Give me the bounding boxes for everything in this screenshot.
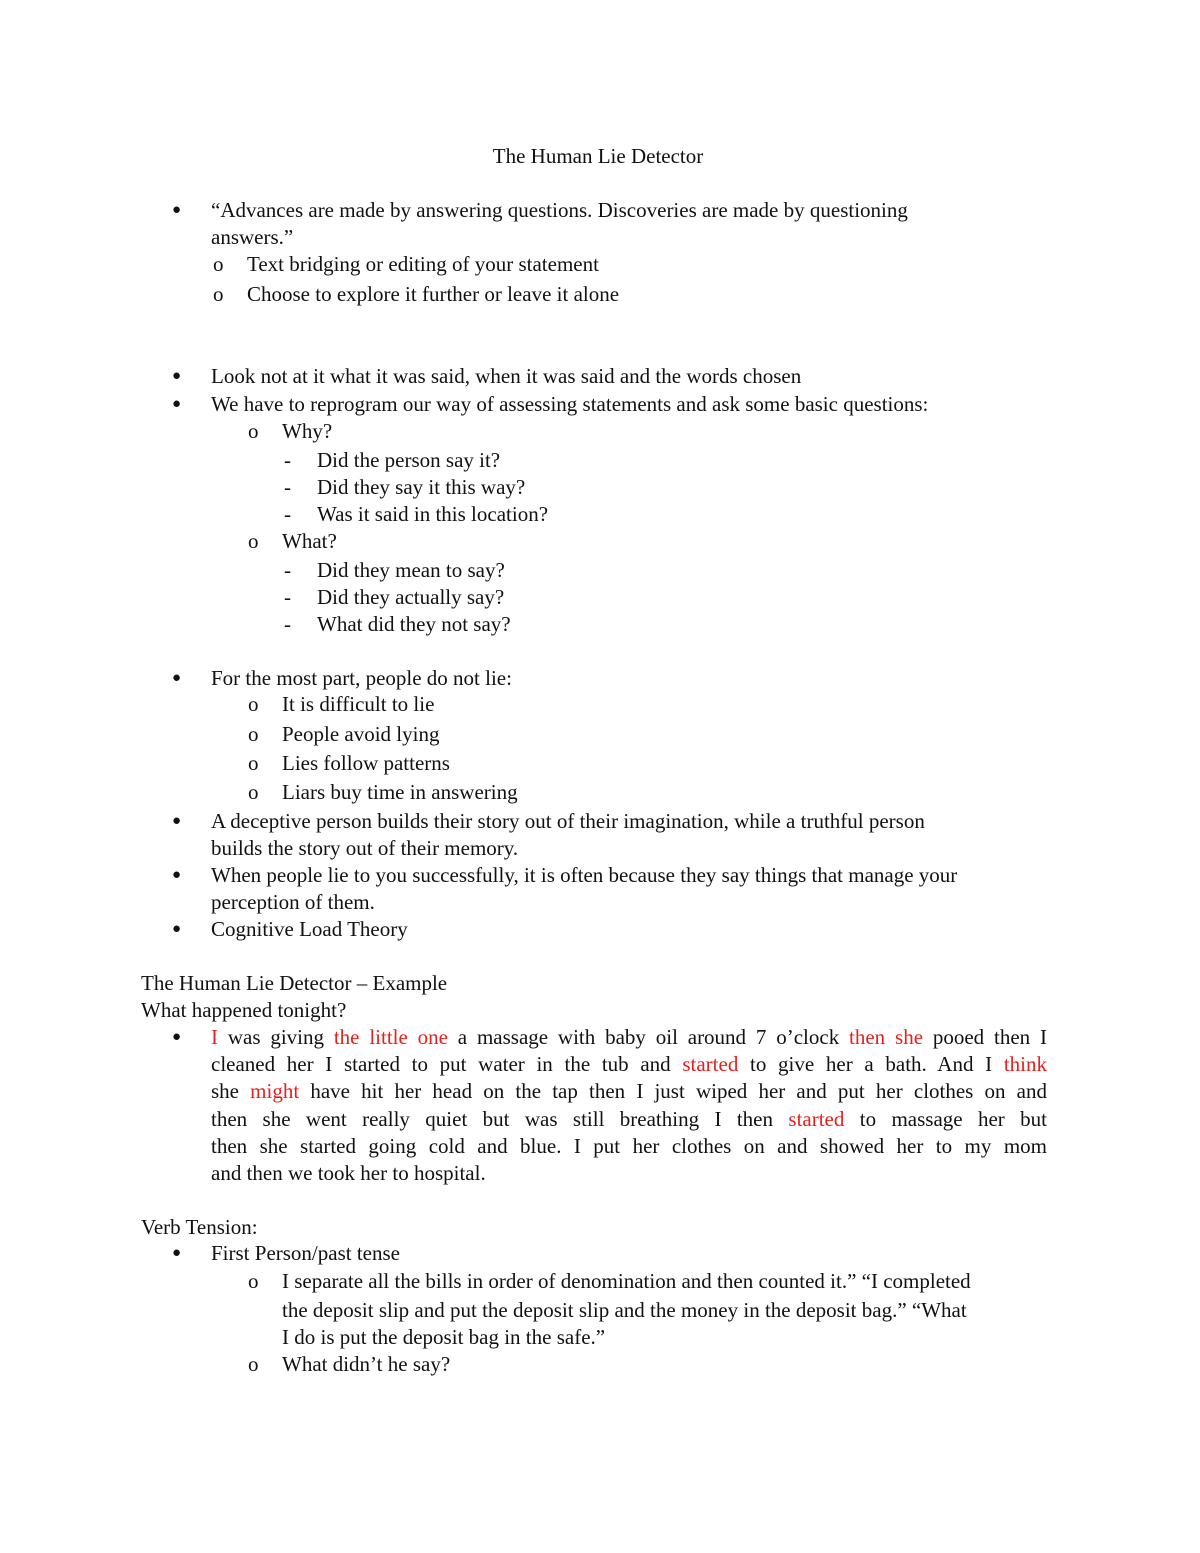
sub-item-text-bridging: Text bridging or editing of your statement [247,252,599,276]
page-title: The Human Lie Detector [492,144,704,168]
example-question: What happened tonight? [141,998,347,1022]
dash-marker: - [284,502,291,526]
highlighted-word: might [250,1079,300,1103]
why-sub-item: Did they say it this way? [317,475,526,499]
bullet-marker: ● [172,867,182,883]
statement-line: then she started going cold and blue. I put her clothes on and showed her to my mom [211,1134,1047,1158]
cognitive-load-item: Cognitive Load Theory [211,917,408,941]
example-heading: The Human Lie Detector – Example [141,971,448,995]
what-sub-item: What did they not say? [317,612,511,636]
dash-marker: - [284,612,291,636]
highlighted-word: the little one [333,1025,448,1049]
what-didnt-item: What didn’t he say? [282,1352,451,1376]
deceptive-line-1: A deceptive person builds their story out of their imagination, while a truthful person [211,809,925,833]
bullet-marker: ● [172,202,182,218]
bullet-marker: ● [172,921,182,937]
dash-marker: - [284,448,291,472]
verb-tension-heading: Verb Tension: [141,1215,258,1239]
look-not-item: Look not at it what it was said, when it was said and the words chosen [211,364,802,388]
statement-text: then she went really quiet but was still breathing I then [211,1107,789,1131]
most-part-item: For the most part, people do not lie: [211,666,512,690]
lie-sub-item: Lies follow patterns [282,751,450,775]
dash-marker: - [284,585,291,609]
bullet-marker: ● [172,1029,182,1045]
reprogram-item: We have to reprogram our way of assessing statements and ask some basic questions: [211,392,929,416]
circle-marker: o [213,252,224,276]
statement-line [211,1024,1047,1051]
bullet-marker: ● [172,670,182,686]
quote-line-2: answers.” [211,225,294,249]
highlighted-word: started [682,1052,739,1076]
circle-marker: o [248,1352,259,1376]
successfully-line-2: perception of them. [211,890,375,914]
statement-line [211,1051,1047,1078]
highlighted-word: started [788,1107,845,1131]
circle-marker: o [248,1269,259,1293]
deceptive-line-2: builds the story out of their memory. [211,836,519,860]
circle-marker: o [248,780,259,804]
dash-marker: - [284,475,291,499]
what-sub-item: Did they mean to say? [317,558,505,582]
statement-text: to massage her but [844,1107,1048,1131]
circle-marker: o [213,282,224,306]
circle-marker: o [248,692,259,716]
lie-sub-item: Liars buy time in answering [282,780,518,804]
quote-line-1: “Advances are made by answering questions. Discoveries are made by questioning [211,198,908,222]
highlighted-word: I [211,1025,218,1049]
why-item: Why? [282,419,333,443]
successfully-line-1: When people lie to you successfully, it is often because they say things that manage your [211,863,958,887]
statement-text: pooed then I [923,1025,1047,1049]
circle-marker: o [248,529,259,553]
circle-marker: o [248,722,259,746]
what-sub-item: Did they actually say? [317,585,505,609]
why-sub-item: Was it said in this location? [317,502,549,526]
bullet-marker: ● [172,813,182,829]
statement-text: a massage with baby oil around 7 o’clock [447,1025,850,1049]
why-sub-item: Did the person say it? [317,448,501,472]
bullet-marker: ● [172,396,182,412]
what-item: What? [282,529,337,553]
statement-line: and then we took her to hospital. [211,1161,486,1185]
circle-marker: o [248,751,259,775]
highlighted-word: think [1003,1052,1047,1076]
statement-line [211,1078,1047,1105]
statement-text: to give her a bath. And I [738,1052,1004,1076]
circle-marker: o [248,419,259,443]
deposit-quote-line-1: I separate all the bills in order of denomination and then counted it.” “I completed [282,1269,971,1293]
statement-text: was giving [218,1025,334,1049]
bullet-marker: ● [172,368,182,384]
statement-line [211,1106,1047,1133]
lie-sub-item: It is difficult to lie [282,692,435,716]
statement-text: she [211,1079,251,1103]
deposit-quote-line-2: the deposit slip and put the deposit slip and the money in the deposit bag.” “What [282,1298,967,1322]
sub-item-explore: Choose to explore it further or leave it alone [247,282,620,306]
statement-text: have hit her head on the tap then I just wiped her and put her clothes on and [299,1079,1047,1103]
dash-marker: - [284,558,291,582]
statement-text: cleaned her I started to put water in the tub and [211,1052,683,1076]
highlighted-word: then she [849,1025,924,1049]
first-person-item: First Person/past tense [211,1241,400,1265]
bullet-marker: ● [172,1245,182,1261]
deposit-quote-line-3: I do is put the deposit bag in the safe.” [282,1325,606,1349]
lie-sub-item: People avoid lying [282,722,440,746]
